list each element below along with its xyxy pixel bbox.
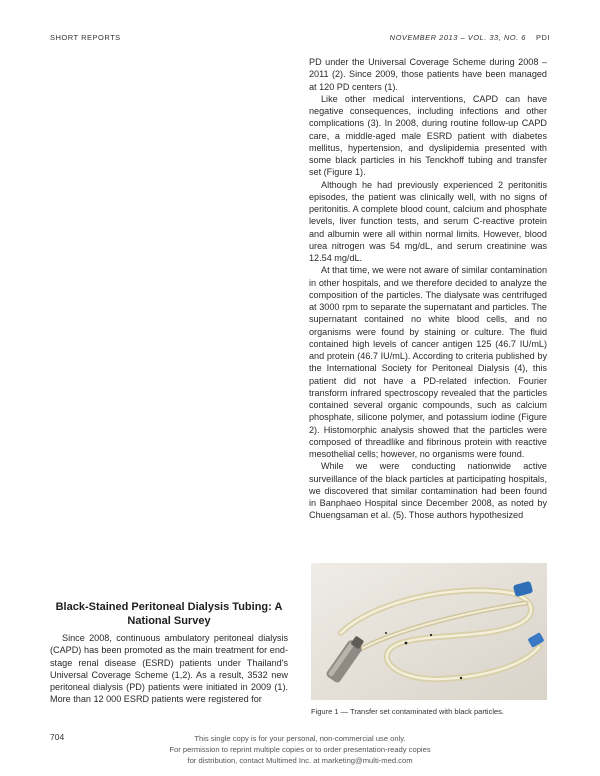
page-number: 704 xyxy=(50,732,65,742)
footer-line: This single copy is for your personal, non-commercial use only. xyxy=(194,734,406,743)
figure-caption: Figure 1 — Transfer set contaminated with black particles. xyxy=(311,707,505,716)
section-label: SHORT REPORTS xyxy=(50,33,121,42)
journal-abbrev: PDI xyxy=(535,33,550,42)
footer-line: for distribution, contact Multimed Inc. at marketing@multi-med.com xyxy=(187,756,413,765)
tubing-illustration xyxy=(311,563,547,700)
running-head xyxy=(50,33,550,45)
paragraph: Like other medical interventions, CAPD can have negative consequences, including infections and other complications (3). In 2008, during routine follow-up CAPD care, a middle-aged male ESRD patient with diabetes mellitus, hypertension, and dyslipidemia presented with some black particles in his Tenckhoff tubing and transfer set (Figure 1). xyxy=(309,93,547,178)
right-column xyxy=(309,56,547,522)
article-title: Black-Stained Peritoneal Dialysis Tubing: A National Survey xyxy=(55,601,283,627)
intro-paragraph: Since 2008, continuous ambulatory peritoneal dialysis (CAPD) has been promoted as the main treatment for end-stage renal disease (ESRD) patients under Thailand's Universal Coverage Scheme (1,2). As a result, 3532 new peritoneal dialysis (PD) patients were initiated in 2009 (1). More than 12 000 ESRD patients were registered for xyxy=(50,633,288,705)
footer-line: For permission to reprint multiple copies or to order presentation-ready copies xyxy=(169,745,431,754)
issue-date: NOVEMBER 2013 – VOL. 33, NO. 6 xyxy=(389,33,526,42)
copyright-footer xyxy=(0,733,600,766)
paragraph: PD under the Universal Coverage Scheme during 2008 – 2011 (2). Since 2009, those patients have been managed at 120 PD centers (1). xyxy=(309,57,547,92)
paragraph: Although he had previously experienced 2 peritonitis episodes, the patient was clinically well, with no signs of peritonitis. A complete blood count, calcium and phosphate levels, liver function tests, and serum C-reactive protein and albumin were all within normal limits. However, blood urea nitrogen was 54 mg/dL, and serum creatinine was 12.54 mg/dL. xyxy=(309,179,547,263)
paragraph: At that time, we were not aware of similar contamination in other hospitals, and we therefore decided to analyze the composition of the particles. The dialysate was centrifuged at 3000 rpm to separate the supernatant and particles. The supernatant contained no white blood cells, and no organisms were found by staining or culture. The fluid contained high levels of cancer antigen 125 (46.7 IU/mL) and protein (46.7 IU/mL). According to criteria published by the International Society for Peritoneal Dialysis (4), this patient did not have a PD-related infection. Fourier transform infrared spectroscopy revealed that the particles contained several organic compounds, such as calcium phosphate, silicone polymer, and potassium iodine (Figure 2). Histomorphic analysis showed that the particles were composed of threadlike and fibrinous protein with reactive mesothelial cells; however, no organisms were found. xyxy=(309,265,547,459)
paragraph: While we were conducting nationwide active surveillance of the black particles at participating hospitals, we discovered that similar contamination had been found in Banphaeo Hospital since December 2008, as noted by Chuengsaman et al. (5). Those authors hypothesized xyxy=(309,461,547,521)
issue-label xyxy=(390,33,550,42)
figure-1-photo xyxy=(311,563,547,700)
